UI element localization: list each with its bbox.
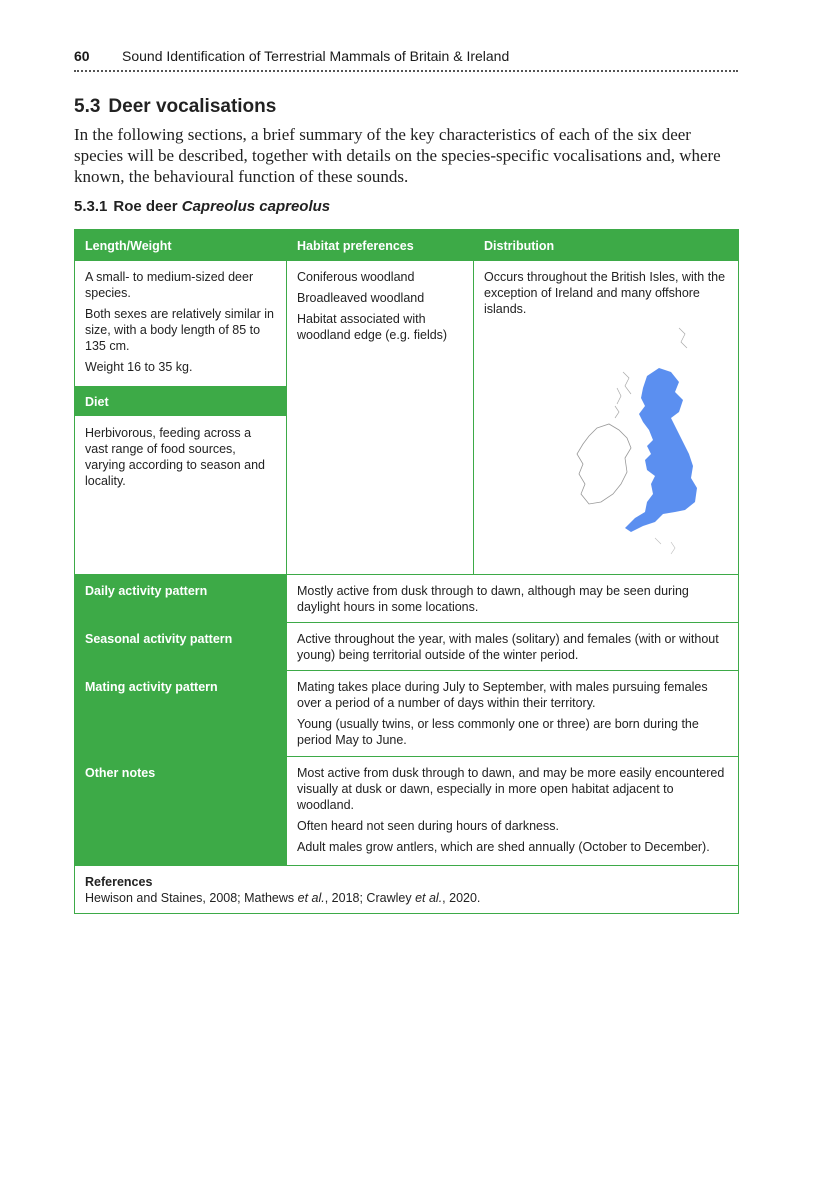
length-weight-line: A small- to medium-sized deer species. <box>85 270 254 300</box>
habitat-header: Habitat preferences <box>287 230 473 260</box>
seasonal-activity-header: Seasonal activity pattern <box>75 623 286 670</box>
seasonal-activity-text: Active throughout the year, with males (solitary) and females (with or without young) being territorial outside of the winter period. <box>297 632 719 662</box>
running-title: Sound Identification of Terrestrial Mammals of Britain & Ireland <box>122 48 510 64</box>
habitat-line: Habitat associated with woodland edge (e.g. fields) <box>297 312 448 342</box>
daily-activity-cell <box>287 575 738 622</box>
diet-header: Diet <box>75 386 286 416</box>
length-weight-line: Both sexes are relatively similar in size, with a body length of 85 to 135 cm. <box>85 307 274 353</box>
reference-part: , 2018; Crawley <box>324 891 416 905</box>
other-notes-cell <box>287 757 738 865</box>
daily-activity-text: Mostly active from dusk through to dawn, although may be seen during daylight hours in some locations. <box>297 584 689 614</box>
habitat-line: Broadleaved woodland <box>297 291 425 305</box>
diet-text: Herbivorous, feeding across a vast range of food sources, varying according to season and locality. <box>85 426 265 488</box>
subsection-heading <box>74 198 330 215</box>
habitat-line: Coniferous woodland <box>297 270 415 284</box>
length-weight-header: Length/Weight <box>75 230 286 260</box>
reference-part: , 2020. <box>442 891 481 905</box>
species-table <box>74 229 739 914</box>
reference-part: et al. <box>415 891 443 905</box>
great-britain-shape <box>625 368 697 532</box>
length-weight-line: Weight 16 to 35 kg. <box>85 360 193 374</box>
other-notes-line: Adult males grow antlers, which are shed annually (October to December). <box>297 840 710 854</box>
isles-outline <box>655 538 675 554</box>
other-notes-header: Other notes <box>75 757 286 865</box>
section-heading <box>74 96 276 118</box>
page-number: 60 <box>74 48 90 64</box>
reference-part: et al. <box>297 891 325 905</box>
header-rule <box>74 70 738 72</box>
references-cell <box>75 866 738 913</box>
subsection-number: 5.3.1 <box>74 198 108 215</box>
diet-cell <box>75 417 286 573</box>
mating-activity-line: Mating takes place during July to September, with males pursuing females over a period of a number of days within their territory. <box>297 680 708 710</box>
distribution-map <box>575 326 700 556</box>
distribution-text: Occurs throughout the British Isles, with the exception of Ireland and many offshore islands. <box>484 270 726 316</box>
section-title: Deer vocalisations <box>108 96 277 117</box>
latin-name: Capreolus capreolus <box>181 198 331 215</box>
other-notes-line: Most active from dusk through to dawn, and may be more easily encountered visually at dusk or dawn, especially in more open habitat adjacent to woodland. <box>297 766 725 812</box>
seasonal-activity-cell <box>287 623 738 670</box>
daily-activity-header: Daily activity pattern <box>75 575 286 622</box>
distribution-header: Distribution <box>474 230 738 260</box>
reference-part: Hewison and Staines, 2008; Mathews <box>85 891 298 905</box>
ireland-outline <box>577 424 631 504</box>
section-number: 5.3 <box>74 96 101 117</box>
mating-activity-header: Mating activity pattern <box>75 671 286 756</box>
habitat-cell <box>287 261 473 574</box>
length-weight-cell <box>75 261 286 385</box>
intro-paragraph: In the following sections, a brief summary of the key characteristics of each of the six deer species will be described, together with details on the species-specific vocalisations and, where known, the behavioural function of these sounds. <box>74 125 721 186</box>
references-text <box>85 891 480 905</box>
common-name: Roe deer <box>113 198 178 215</box>
mating-activity-line: Young (usually twins, or less commonly one or three) are born during the period May to June. <box>297 717 699 747</box>
references-label: References <box>85 875 153 889</box>
running-header <box>74 48 738 70</box>
other-notes-line: Often heard not seen during hours of darkness. <box>297 819 559 833</box>
mating-activity-cell <box>287 671 738 756</box>
